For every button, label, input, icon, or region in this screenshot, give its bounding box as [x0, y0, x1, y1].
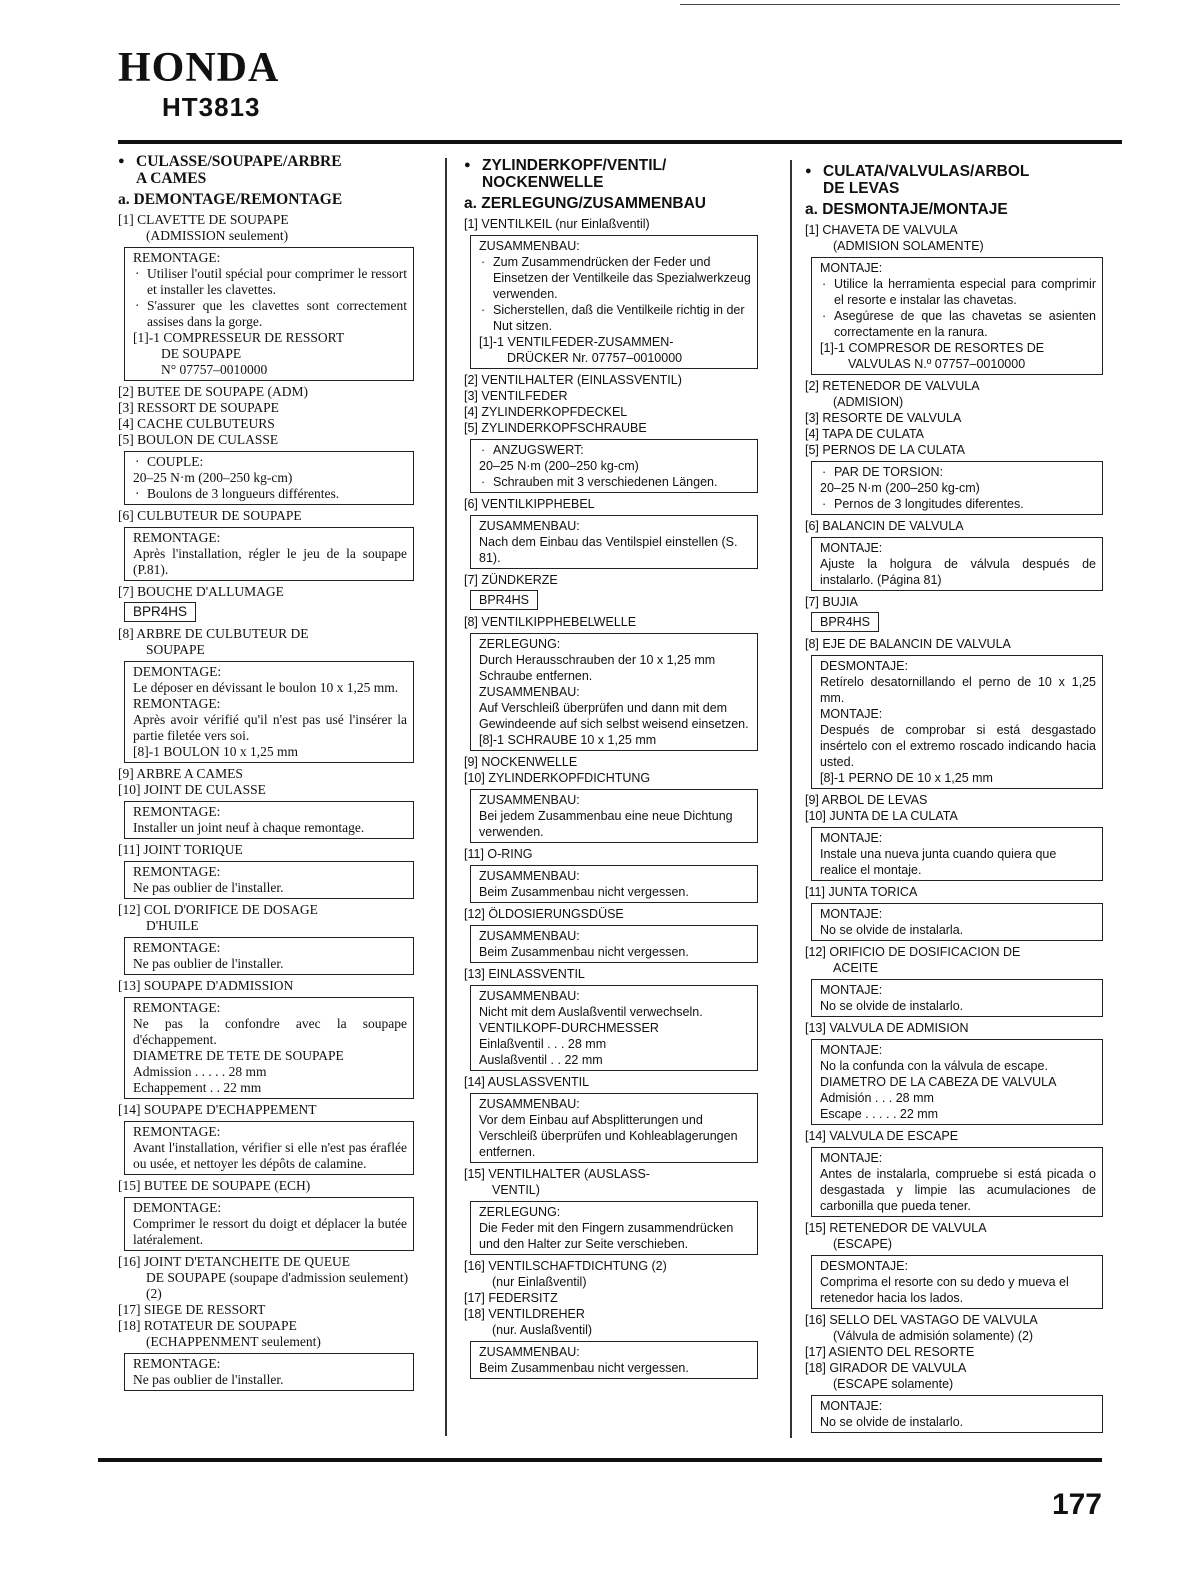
note-text: Ajuste la holgura de válvula después de instalarlo. (Página 81) — [820, 557, 1096, 587]
list-item: ACEITE — [833, 961, 879, 975]
note-text: Avant l'installation, vérifier si elle n'est pas éraflée ou usée, et nettoyer les dépôts de calamine. — [133, 1140, 407, 1171]
list-item: (ADMISION) — [833, 395, 904, 409]
brand-logo: HONDA — [118, 45, 280, 91]
list-item: [11] O-RING — [464, 847, 533, 861]
list-item: [2] VENTILHALTER (EINLASSVENTIL) — [464, 373, 682, 387]
spark-plug-code: BPR4HS — [470, 590, 538, 610]
list-item: [18] GIRADOR DE VALVULA — [805, 1361, 967, 1375]
note-text: [8]-1 SCHRAUBE 10 x 1,25 mm — [479, 733, 657, 747]
list-item: [15] VENTILHALTER (AUSLASS- — [464, 1167, 650, 1181]
note-heading: MONTAJE: — [820, 261, 883, 275]
note-heading: ZUSAMMENBAU: — [479, 239, 580, 253]
list-item: [10] JOINT DE CULASSE — [118, 782, 266, 797]
note-box — [470, 1093, 758, 1163]
list-item: [2] RETENEDOR DE VALVULA — [805, 379, 980, 393]
note-text: DIAMETRE DE TETE DE SOUPAPE — [133, 1048, 344, 1063]
list-item: [17] FEDERSITZ — [464, 1291, 558, 1305]
list-item: (ADMISION SOLAMENTE) — [833, 239, 984, 253]
note-heading: ZUSAMMENBAU: — [479, 929, 580, 943]
note-text: Comprima el resorte con su dedo y mueva el retenedor hacia los lados. — [820, 1275, 1069, 1305]
note-box — [124, 861, 414, 899]
note-text: Après l'installation, régler le jeu de la soupape (P.81). — [133, 546, 407, 577]
list-item: [5] PERNOS DE LA CULATA — [805, 443, 966, 457]
note-heading: · ANZUGSWERT: — [479, 442, 751, 458]
note-text: Einlaßventil . . . 28 mm — [479, 1037, 607, 1051]
note-text: · Asegúrese de que las chavetas se asienten correctamente en la ranura. — [820, 308, 1096, 340]
note-box — [470, 235, 758, 369]
note-box — [470, 1341, 758, 1379]
note-heading: MONTAJE: — [820, 1043, 883, 1057]
note-text: Vor dem Einbau auf Absplitterungen und Verschleiß überprüfen und Kohleablagerungen entfernen. — [479, 1113, 738, 1159]
section-title: ● CULASSE/SOUPAPE/ARBRE A CAMES — [118, 153, 418, 187]
note-text: VENTILKOPF-DURCHMESSER — [479, 1021, 659, 1035]
column-german — [464, 157, 762, 1382]
note-text: Nach dem Einbau das Ventilspiel einstellen (S. 81). — [479, 535, 738, 565]
list-item: [14] AUSLASSVENTIL — [464, 1075, 590, 1089]
note-heading: ZUSAMMENBAU: — [479, 869, 580, 883]
list-item: [9] ARBOL DE LEVAS — [805, 793, 928, 807]
note-text: DE SOUPAPE — [161, 346, 242, 361]
note-heading: · COUPLE: — [133, 454, 407, 470]
footer-rule — [98, 1458, 1102, 1462]
note-text: DRÜCKER Nr. 07757–0010000 — [507, 351, 683, 365]
note-text: Después de comprobar si está desgastado insértelo con el extremo roscado indicando hacia usted. — [820, 723, 1096, 769]
note-heading: DESMONTAJE: — [820, 659, 908, 673]
note-heading: ZUSAMMENBAU: — [479, 989, 580, 1003]
note-text: · Zum Zusammendrücken der Feder und Einsetzen der Ventilkeile das Spezialwerkzeug verwenden. — [479, 254, 751, 302]
note-box — [124, 527, 414, 581]
note-heading: MONTAJE: — [820, 1151, 883, 1165]
list-item: [13] SOUPAPE D'ADMISSION — [118, 978, 294, 993]
subsection-title: a. ZERLEGUNG/ZUSAMMENBAU — [464, 195, 706, 212]
note-text: [8]-1 BOULON 10 x 1,25 mm — [133, 744, 298, 759]
list-item: (ECHAPPENMENT seulement) — [146, 1334, 321, 1349]
list-item: [10] JUNTA DE LA CULATA — [805, 809, 958, 823]
note-heading: ZUSAMMENBAU: — [479, 685, 580, 699]
list-item: [9] ARBRE A CAMES — [118, 766, 243, 781]
note-box — [124, 801, 414, 839]
note-text: [1]-1 COMPRESSEUR DE RESSORT — [133, 330, 345, 345]
list-item: VENTIL) — [492, 1183, 540, 1197]
list-item: [7] BUJIA — [805, 595, 858, 609]
note-box — [470, 439, 758, 493]
list-item: [12] COL D'ORIFICE DE DOSAGE — [118, 902, 318, 917]
note-text: Après avoir vérifié qu'il n'est pas usé l'insérer la partie filetée vers soi. — [133, 712, 407, 743]
note-text: Antes de instalarla, compruebe si está picada o desgastada y limpie las acumulaciones de carbonilla que pueda tener. — [820, 1167, 1096, 1213]
note-heading: ZUSAMMENBAU: — [479, 519, 580, 533]
list-item: [16] JOINT D'ETANCHEITE DE QUEUE — [118, 1254, 351, 1269]
note-box — [470, 985, 758, 1071]
list-item: (Válvula de admisión solamente) (2) — [833, 1329, 1034, 1343]
list-item: (ADMISSION seulement) — [146, 228, 289, 243]
note-text: [8]-1 PERNO DE 10 x 1,25 mm — [820, 771, 993, 785]
note-text: Instale una nueva junta cuando quiera que realice el montaje. — [820, 847, 1057, 877]
list-item: [17] SIEGE DE RESSORT — [118, 1302, 266, 1317]
list-item: (nur Einlaßventil) — [492, 1275, 587, 1289]
note-text: Le déposer en dévissant le boulon 10 x 1,25 mm. — [133, 680, 399, 695]
note-box — [811, 537, 1103, 591]
list-item: [5] BOULON DE CULASSE — [118, 432, 279, 447]
note-box — [470, 789, 758, 843]
note-heading: · PAR DE TORSION: — [820, 464, 1096, 480]
note-text: · Sicherstellen, daß die Ventilkeile richtig in der Nut sitzen. — [479, 302, 751, 334]
note-text: Admisión . . . 28 mm — [820, 1091, 934, 1105]
list-item: [8] EJE DE BALANCIN DE VALVULA — [805, 637, 1011, 651]
note-text: · Utilice la herramienta especial para comprimir el resorte e instalar las chavetas. — [820, 276, 1096, 308]
list-item: [2] BUTEE DE SOUPAPE (ADM) — [118, 384, 309, 399]
list-item: [12] ÖLDOSIERUNGSDÜSE — [464, 907, 624, 921]
note-heading: MONTAJE: — [820, 907, 883, 921]
list-item: [4] CACHE CULBUTEURS — [118, 416, 275, 431]
note-text: Escape . . . . . 22 mm — [820, 1107, 939, 1121]
note-heading: REMONTAGE: — [133, 530, 221, 545]
list-item: [1] CHAVETA DE VALVULA — [805, 223, 958, 237]
note-text: · Pernos de 3 longitudes diferentes. — [820, 496, 1096, 512]
list-item: [11] JOINT TORIQUE — [118, 842, 243, 857]
list-item: [3] RESSORT DE SOUPAPE — [118, 400, 279, 415]
note-text: No la confunda con la válvula de escape. — [820, 1059, 1048, 1073]
top-line — [680, 4, 1120, 5]
note-text: · Boulons de 3 longueurs différentes. — [133, 486, 407, 502]
list-item: [3] RESORTE DE VALVULA — [805, 411, 962, 425]
note-heading: DEMONTAGE: — [133, 1200, 222, 1215]
note-text: Beim Zusammenbau nicht vergessen. — [479, 945, 689, 959]
note-box — [124, 937, 414, 975]
list-item: [3] VENTILFEDER — [464, 389, 568, 403]
list-item: [4] ZYLINDERKOPFDECKEL — [464, 405, 628, 419]
column-divider — [790, 160, 792, 1438]
list-item: [14] SOUPAPE D'ECHAPPEMENT — [118, 1102, 317, 1117]
note-heading: REMONTAGE: — [133, 1356, 221, 1371]
note-heading: DEMONTAGE: — [133, 664, 222, 679]
note-text: VALVULAS N.º 07757–0010000 — [848, 357, 1026, 371]
note-box — [470, 925, 758, 963]
list-item: [8] VENTILKIPPHEBELWELLE — [464, 615, 637, 629]
note-box — [470, 633, 758, 751]
note-text: Comprimer le ressort du doigt et déplacer la butée latéralement. — [133, 1216, 407, 1247]
note-box — [811, 1147, 1103, 1217]
note-box — [470, 515, 758, 569]
note-text: No se olvide de instalarlo. — [820, 999, 964, 1013]
list-item: [14] VALVULA DE ESCAPE — [805, 1129, 959, 1143]
note-heading: REMONTAGE: — [133, 696, 221, 711]
list-item: [16] VENTILSCHAFTDICHTUNG (2) — [464, 1259, 667, 1273]
note-heading: REMONTAGE: — [133, 804, 221, 819]
list-item: (nur. Auslaßventil) — [492, 1323, 593, 1337]
note-box — [124, 661, 414, 763]
note-text: Auf Verschleiß überprüfen und dann mit dem Gewindeende auf sich selbst weisend einsetzen. — [479, 701, 749, 731]
note-text: · Schrauben mit 3 verschiedenen Längen. — [479, 474, 751, 490]
column-divider — [445, 158, 447, 1436]
subsection-title: a. DEMONTAGE/REMONTAGE — [118, 191, 343, 208]
list-item: [6] BALANCIN DE VALVULA — [805, 519, 964, 533]
note-text: Ne pas oublier de l'installer. — [133, 880, 284, 895]
list-item: [10] ZYLINDERKOPFDICHTUNG — [464, 771, 651, 785]
list-item: [1] VENTILKEIL (nur Einlaßventil) — [464, 217, 650, 231]
note-box — [811, 1255, 1103, 1309]
note-box — [811, 979, 1103, 1017]
note-text: Installer un joint neuf à chaque remontage. — [133, 820, 365, 835]
note-heading: DESMONTAJE: — [820, 1259, 908, 1273]
note-box — [811, 1395, 1103, 1433]
note-text: N° 07757–0010000 — [161, 362, 268, 377]
note-heading: REMONTAGE: — [133, 1124, 221, 1139]
list-item: [13] EINLASSVENTIL — [464, 967, 585, 981]
note-text: No se olvide de instalarlo. — [820, 1415, 964, 1429]
note-heading: ZUSAMMENBAU: — [479, 1345, 580, 1359]
spark-plug-code: BPR4HS — [124, 602, 196, 622]
note-text: DIAMETRO DE LA CABEZA DE VALVULA — [820, 1075, 1057, 1089]
note-text: Ne pas oublier de l'installer. — [133, 956, 284, 971]
section-title: ● CULATA/VALVULAS/ARBOL DE LEVAS — [805, 163, 1107, 197]
note-box — [124, 997, 414, 1099]
list-item: (ESCAPE solamente) — [833, 1377, 954, 1391]
note-text: Beim Zusammenbau nicht vergessen. — [479, 885, 689, 899]
list-item: [15] RETENEDOR DE VALVULA — [805, 1221, 987, 1235]
note-text: Ne pas oublier de l'installer. — [133, 1372, 284, 1387]
list-item: [8] ARBRE DE CULBUTEUR DE — [118, 626, 309, 641]
note-heading: REMONTAGE: — [133, 1000, 221, 1015]
note-heading: ZUSAMMENBAU: — [479, 1097, 580, 1111]
note-heading: REMONTAGE: — [133, 940, 221, 955]
note-box — [811, 903, 1103, 941]
note-box — [811, 827, 1103, 881]
note-box — [124, 247, 414, 381]
note-heading: MONTAJE: — [820, 1399, 883, 1413]
note-text: No se olvide de instalarla. — [820, 923, 964, 937]
note-text: Nicht mit dem Auslaßventil verwechseln. — [479, 1005, 703, 1019]
list-item: [6] CULBUTEUR DE SOUPAPE — [118, 508, 302, 523]
column-french — [118, 153, 418, 1394]
note-text: [1]-1 COMPRESOR DE RESORTES DE — [820, 341, 1045, 355]
list-item: [18] ROTATEUR DE SOUPAPE — [118, 1318, 297, 1333]
column-spanish — [805, 163, 1107, 1436]
note-box — [124, 1121, 414, 1175]
list-item: [7] BOUCHE D'ALLUMAGE — [118, 584, 284, 599]
note-text: [1]-1 VENTILFEDER-ZUSAMMEN- — [479, 335, 674, 349]
note-heading: MONTAJE: — [820, 707, 883, 721]
list-item: [17] ASIENTO DEL RESORTE — [805, 1345, 975, 1359]
list-item: D'HUILE — [146, 918, 199, 933]
note-text: Echappement . . 22 mm — [133, 1080, 262, 1095]
note-text: Bei jedem Zusammenbau eine neue Dichtung verwenden. — [479, 809, 733, 839]
note-box — [124, 1353, 414, 1391]
note-text: 20–25 N·m (200–250 kg-cm) — [133, 470, 293, 485]
note-box — [811, 257, 1103, 375]
note-text: 20–25 N·m (200–250 kg-cm) — [820, 481, 980, 495]
note-text: · S'assurer que les clavettes sont correctement assises dans la gorge. — [133, 298, 407, 330]
model-number: HT3813 — [162, 92, 261, 122]
note-box — [470, 865, 758, 903]
section-title: ● ZYLINDERKOPF/VENTIL/ NOCKENWELLE — [464, 157, 762, 191]
note-box — [811, 655, 1103, 789]
note-heading: REMONTAGE: — [133, 864, 221, 879]
note-heading: MONTAJE: — [820, 541, 883, 555]
subsection-title: a. DESMONTAJE/MONTAJE — [805, 201, 1008, 218]
list-item: [15] BUTEE DE SOUPAPE (ECH) — [118, 1178, 311, 1193]
list-item: [6] VENTILKIPPHEBEL — [464, 497, 595, 511]
note-text: Admission . . . . . 28 mm — [133, 1064, 267, 1079]
note-box — [470, 1201, 758, 1255]
note-text: Die Feder mit den Fingern zusammendrücken und den Halter zur Seite verschieben. — [479, 1221, 734, 1251]
list-item: SOUPAPE — [146, 642, 205, 657]
note-box — [124, 1197, 414, 1251]
note-text: Durch Herausschrauben der 10 x 1,25 mm Schraube entfernen. — [479, 653, 716, 683]
note-text: Retírelo desatornillando el perno de 10 x 1,25 mm. — [820, 675, 1096, 705]
list-item: DE SOUPAPE (soupape d'admission seulement) (2) — [146, 1270, 409, 1301]
note-heading: MONTAJE: — [820, 831, 883, 845]
list-item: [1] CLAVETTE DE SOUPAPE — [118, 212, 289, 227]
note-box — [811, 461, 1103, 515]
spark-plug-code: BPR4HS — [811, 612, 879, 632]
note-heading: ZUSAMMENBAU: — [479, 793, 580, 807]
list-item: [11] JUNTA TORICA — [805, 885, 918, 899]
note-heading: REMONTAGE: — [133, 250, 221, 265]
note-heading: ZERLEGUNG: — [479, 637, 561, 651]
note-text: Beim Zusammenbau nicht vergessen. — [479, 1361, 689, 1375]
list-item: [5] ZYLINDERKOPFSCHRAUBE — [464, 421, 647, 435]
list-item: [16] SELLO DEL VASTAGO DE VALVULA — [805, 1313, 1038, 1327]
list-item: (ESCAPE) — [833, 1237, 893, 1251]
note-box — [124, 451, 414, 505]
note-text: 20–25 N·m (200–250 kg-cm) — [479, 459, 639, 473]
list-item: [12] ORIFICIO DE DOSIFICACION DE — [805, 945, 1021, 959]
note-text: Auslaßventil . . 22 mm — [479, 1053, 603, 1067]
note-box — [811, 1039, 1103, 1125]
note-text: · Utiliser l'outil spécial pour comprimer le ressort et installer les clavettes. — [133, 266, 407, 298]
note-heading: ZERLEGUNG: — [479, 1205, 561, 1219]
list-item: [13] VALVULA DE ADMISION — [805, 1021, 969, 1035]
header-rule — [118, 140, 1122, 144]
note-text: Ne pas la confondre avec la soupape d'échappement. — [133, 1016, 407, 1047]
list-item: [18] VENTILDREHER — [464, 1307, 585, 1321]
page-number: 177 — [1051, 1488, 1102, 1521]
list-item: [7] ZÜNDKERZE — [464, 573, 558, 587]
note-heading: MONTAJE: — [820, 983, 883, 997]
list-item: [4] TAPA DE CULATA — [805, 427, 925, 441]
list-item: [9] NOCKENWELLE — [464, 755, 578, 769]
